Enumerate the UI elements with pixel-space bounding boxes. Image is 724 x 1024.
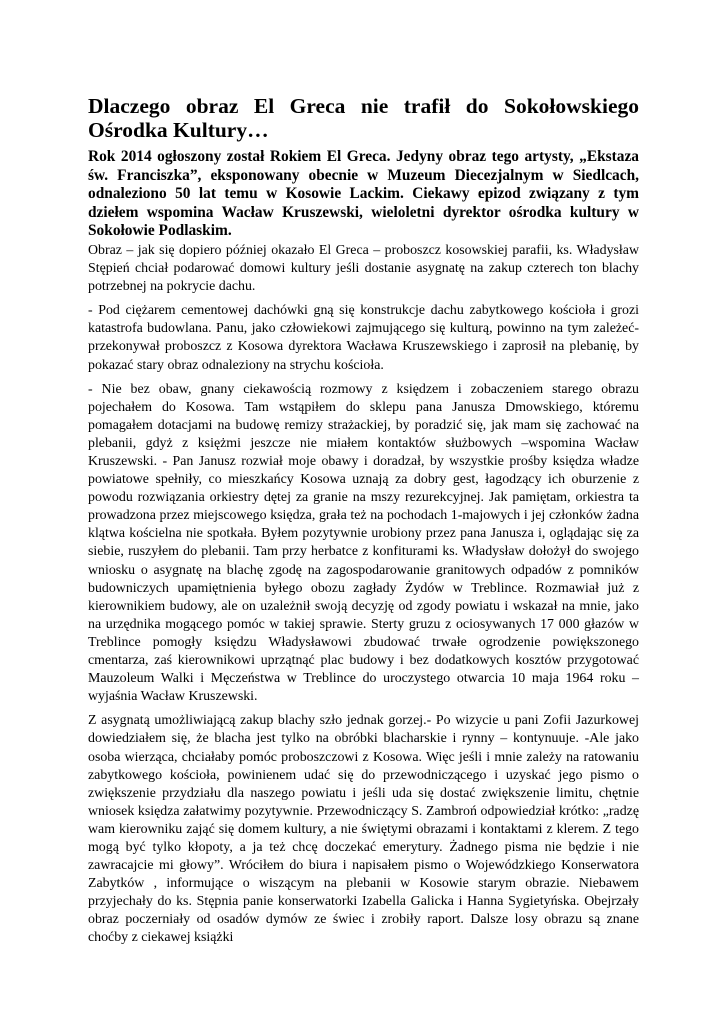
paragraph-3: - Nie bez obaw, gnany ciekawością rozmowy z księdzem i zobaczeniem starego obrazu pojechałem do Kosowa. Tam wstąpiłem do sklepu pana Janusza Dmowskiego, któremu pomagałem dotacjami na budowę remizy strażackiej, by poradzić się, jak mam się zachować na plebanii, gdyż z księżmi jeszcze nie miałem kontaktów służbowych –wspomina Wacław Kruszewski. - Pan Janusz rozwiał moje obawy i doradzał, by wszystkie prośby księdza władze powiatowe spełniły, co mieszkańcy Kosowa uznają za dobry gest, łagodzący ich oburzenie z powodu rozwiązania orkiestry dętej za granie na mszy rezurekcyjnej. Jak pamiętam, orkiestra ta prowadzona przez miejscowego księdza, grała też na pochodach 1-majowych i jej członków żadna klątwa kościelna nie spotkała. Byłem pozytywnie urobiony przez pana Janusza i, oglądając się za siebie, ruszyłem do plebanii. Tam przy herbatce z konfiturami ks. Władysław dołożył do swojego wniosku o asygnatę na blachę zgodę na zagospodarowanie granitowych odpadów z pomników budowniczych upamiętnienia byłego obozu zagłady Żydów w Treblince. Rozmawiał już z kierownikiem budowy, ale on uzależnił swoją decyzję od zgody powiatu i wskazał na mnie, jako na urzędnika mogącego pomóc w takiej sprawie. Sterty gruzu z ociosywanych 17 000 głazów w Treblince pomogły księdzu Władysławowi zbudować trwałe ogrodzenie powiększonego cmentarza, zaś kierownikowi uprzątnąć plac budowy i bez dodatkowych kosztów przygotować Mauzoleum Walki i Męczeństwa w Treblince do uroczystego otwarcia 10 maja 1964 roku – wyjaśnia Wacław Kruszewski. [88,381,639,705]
article [88,94,639,954]
paragraph-1: Obraz – jak się dopiero później okazało El Greca – proboszcz kosowskiej parafii, ks. Władysław Stępień chciał podarować domowi kultury jeśli dostanie asygnatę na zakup czterech ton blachy potrzebnej na pokrycie dachu. [88,242,639,295]
paragraph-4: Z asygnatą umożliwiającą zakup blachy szło jednak gorzej.- Po wizycie u pani Zofii Jazurkowej dowiedziałem się, że blacha jest tylko na obróbki blacharskie i rynny – kontynuuje. -Ale jako osoba wierząca, chciałaby pomóc proboszczowi z Kosowa. Więc jeśli i mnie zależy na ratowaniu zabytkowego kościoła, powinienem udać się do przewodniczącego i uzyskać jego pismo o zwiększenie przydziału dla naszego powiatu i jeśli uda się dostać zwiększenie limitu, chętnie wniosek księdza załatwimy pozytywnie. Przewodniczący S. Zambroń odpowiedział krótko: „radzę wam kierowniku zająć się domem kultury, a nie świętymi obrazami i kontaktami z klerem. Z tego mogą być tylko kłopoty, a ja też chcę doczekać emerytury. Żadnego pisma nie będzie i nie zawracajcie mi głowy”. Wróciłem do biura i napisałem pismo o Wojewódzkiego Konserwatora Zabytków , informujące o wiszącym na plebanii w Kosowie starym obrazie. Niebawem przyjechały do ks. Stępnia panie konserwatorki Izabella Galicka i Hanna Sygietyńska. Obejrzały obraz poczerniały od osadów dymów ze świec i zrobiły raport. Dalsze losy obrazu są znane choćby z ciekawej książki [88,713,639,946]
article-title: Dlaczego obraz El Greca nie trafił do Sokołowskiego Ośrodka Kultury… [88,94,639,142]
paragraph-2: - Pod ciężarem cementowej dachówki gną się konstrukcje dachu zabytkowego kościoła i grozi katastrofa budowlana. Panu, jako człowiekowi zajmującego się kulturą, powinno na tym zależeć- przekonywał proboszcz z Kosowa dyrektora Wacława Kruszewskiego i zaprosił na plebanię, by pokazać stary obraz odnaleziony na strychu kościoła. [88,303,639,373]
article-lead: Rok 2014 ogłoszony został Rokiem El Greca. Jedyny obraz tego artysty, „Ekstaza św. Franciszka”, eksponowany obecnie w Muzeum Diecezjalnym w Siedlcach, odnaleziono 50 lat temu w Kosowie Lackim. Ciekawy epizod związany z tym dziełem wspomina Wacław Kruszewski, wieloletni dyrektor ośrodka kultury w Sokołowie Podlaskim. [88,148,639,240]
